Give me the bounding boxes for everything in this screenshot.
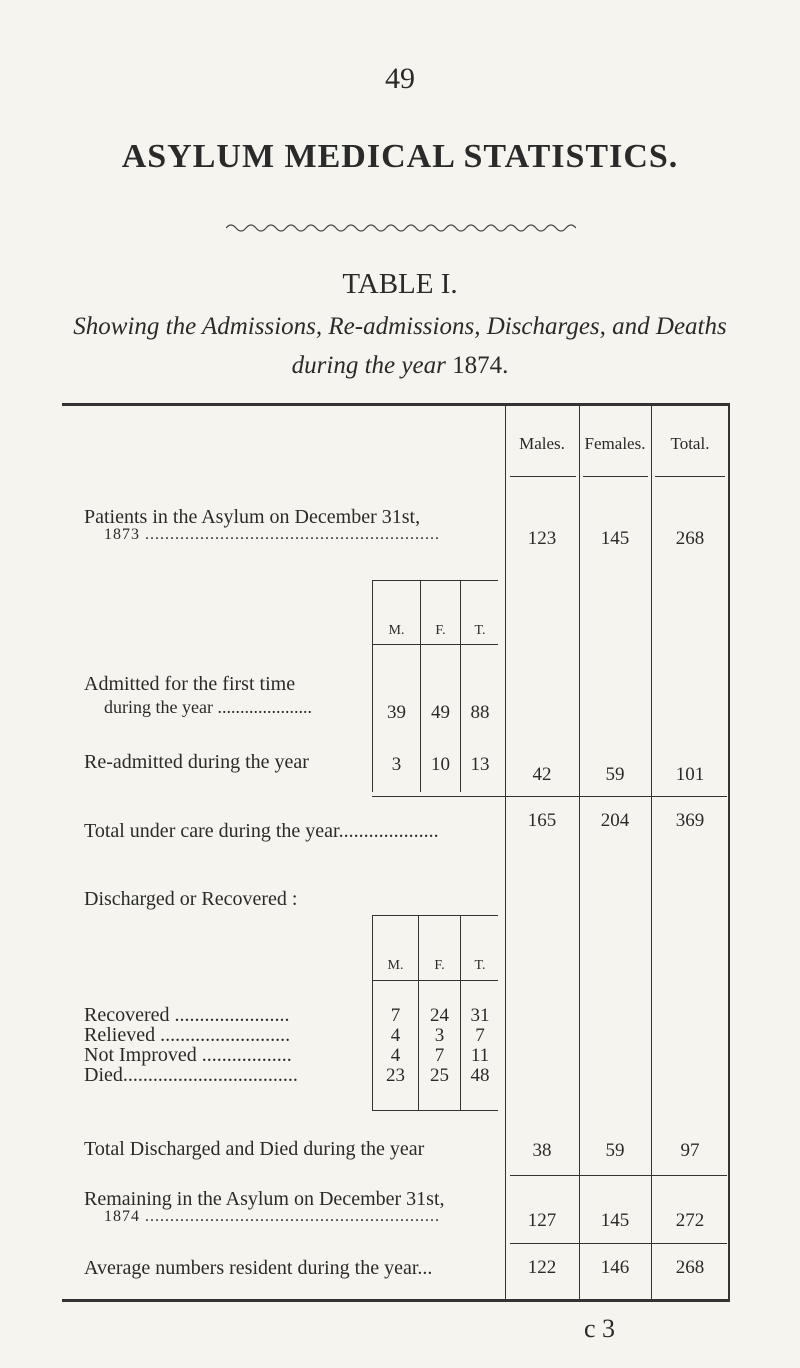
relieved-label: Relieved .......................... <box>84 1024 291 1046</box>
subtitle-year: 1874. <box>452 352 509 379</box>
died-f: 25 <box>430 1065 449 1086</box>
average-resident-label: Average numbers resident during the year... <box>84 1257 433 1279</box>
not-improved-label: Not Improved .................. <box>84 1044 292 1066</box>
total-discharged-total: 97 <box>680 1140 700 1161</box>
table-title: TABLE I. <box>342 268 458 300</box>
sub-table2-header-underline <box>372 980 498 981</box>
subhdr1-m: M. <box>388 623 405 638</box>
died-m: 23 <box>386 1065 405 1086</box>
row-divider-under-care <box>372 796 727 797</box>
table-subtitle-line1: Showing the Admissions, Re-admissions, Discharges, and Deaths <box>73 313 727 340</box>
under-care-males: 165 <box>527 810 557 831</box>
table-top-border <box>62 403 730 406</box>
under-care-total: 369 <box>675 810 705 831</box>
readmitted-label: Re-admitted during the year <box>84 751 309 773</box>
page-number: 49 <box>385 62 415 95</box>
average-resident-total: 268 <box>675 1257 705 1278</box>
subhdr2-m: M. <box>387 958 404 973</box>
average-resident-females: 146 <box>600 1257 630 1278</box>
average-resident-males: 122 <box>527 1257 557 1278</box>
header-males: Males. <box>519 434 565 453</box>
subhdr1-f: F. <box>435 623 446 638</box>
page-title: ASYLUM MEDICAL STATISTICS. <box>121 138 679 175</box>
subhdr2-f: F. <box>434 958 445 973</box>
remaining-1874-total: 272 <box>675 1210 705 1231</box>
recovered-m: 7 <box>390 1005 401 1026</box>
remaining-1874-females: 145 <box>600 1210 630 1231</box>
remaining-1874-label-line1: Remaining in the Asylum on December 31st, <box>84 1188 445 1210</box>
died-label: Died................................... <box>84 1064 298 1086</box>
wavy-divider <box>226 222 576 234</box>
sub-table1-top <box>372 580 498 581</box>
signature-mark: c 3 <box>584 1314 616 1343</box>
under-care-label: Total under care during the year.................... <box>84 820 439 842</box>
remaining-1874-label-line2: 1874 ........................................................... <box>104 1208 440 1225</box>
sub-table2-bottom <box>372 1110 498 1111</box>
total-discharged-females: 59 <box>605 1140 625 1161</box>
admitted-t: 88 <box>470 702 490 723</box>
readmitted-t: 13 <box>470 754 490 775</box>
subhdr1-t: T. <box>474 623 486 638</box>
died-t: 48 <box>470 1065 490 1086</box>
not-improved-m: 4 <box>390 1045 401 1066</box>
subtitle-text: during the year <box>291 352 453 379</box>
not-improved-f: 7 <box>434 1045 445 1066</box>
table-bottom-border <box>62 1299 730 1302</box>
admissions-total-females: 59 <box>605 764 625 785</box>
relieved-t: 7 <box>475 1025 485 1046</box>
sub-table1-header-underline <box>372 644 498 645</box>
total-discharged-males: 38 <box>532 1140 552 1161</box>
patients-1873-males: 123 <box>527 528 557 549</box>
recovered-f: 24 <box>430 1005 449 1026</box>
row-divider-remaining <box>510 1175 727 1176</box>
admitted-m: 39 <box>387 702 406 723</box>
relieved-f: 3 <box>434 1025 445 1046</box>
admitted-label-line2: during the year ..................... <box>104 697 312 717</box>
admissions-total-total: 101 <box>675 764 705 785</box>
header-underline-females <box>583 476 648 477</box>
discharged-heading: Discharged or Recovered : <box>84 888 298 910</box>
admissions-total-males: 42 <box>532 764 552 785</box>
header-total: Total. <box>670 434 710 453</box>
recovered-label: Recovered ....................... <box>84 1004 290 1026</box>
patients-1873-label-line2: 1873 ........................................................... <box>104 526 440 543</box>
patients-1873-label-line1: Patients in the Asylum on December 31st, <box>84 506 421 528</box>
header-underline-males <box>510 476 576 477</box>
admitted-label-line1: Admitted for the first time <box>84 673 296 695</box>
subhdr2-t: T. <box>474 958 486 973</box>
sub-table2-top <box>372 915 498 916</box>
remaining-1874-males: 127 <box>527 1210 557 1231</box>
readmitted-f: 10 <box>431 754 450 775</box>
header-females: Females. <box>584 434 646 453</box>
admitted-f: 49 <box>431 702 450 723</box>
patients-1873-females: 145 <box>600 528 630 549</box>
table-subtitle-line2 <box>0 352 800 380</box>
patients-1873-total: 268 <box>675 528 705 549</box>
row-divider-average <box>510 1243 727 1244</box>
recovered-t: 31 <box>470 1005 490 1026</box>
relieved-m: 4 <box>390 1025 401 1046</box>
total-discharged-label: Total Discharged and Died during the year <box>84 1138 425 1160</box>
readmitted-m: 3 <box>391 754 402 775</box>
header-underline-total <box>655 476 725 477</box>
not-improved-t: 11 <box>470 1045 490 1066</box>
under-care-females: 204 <box>600 810 630 831</box>
